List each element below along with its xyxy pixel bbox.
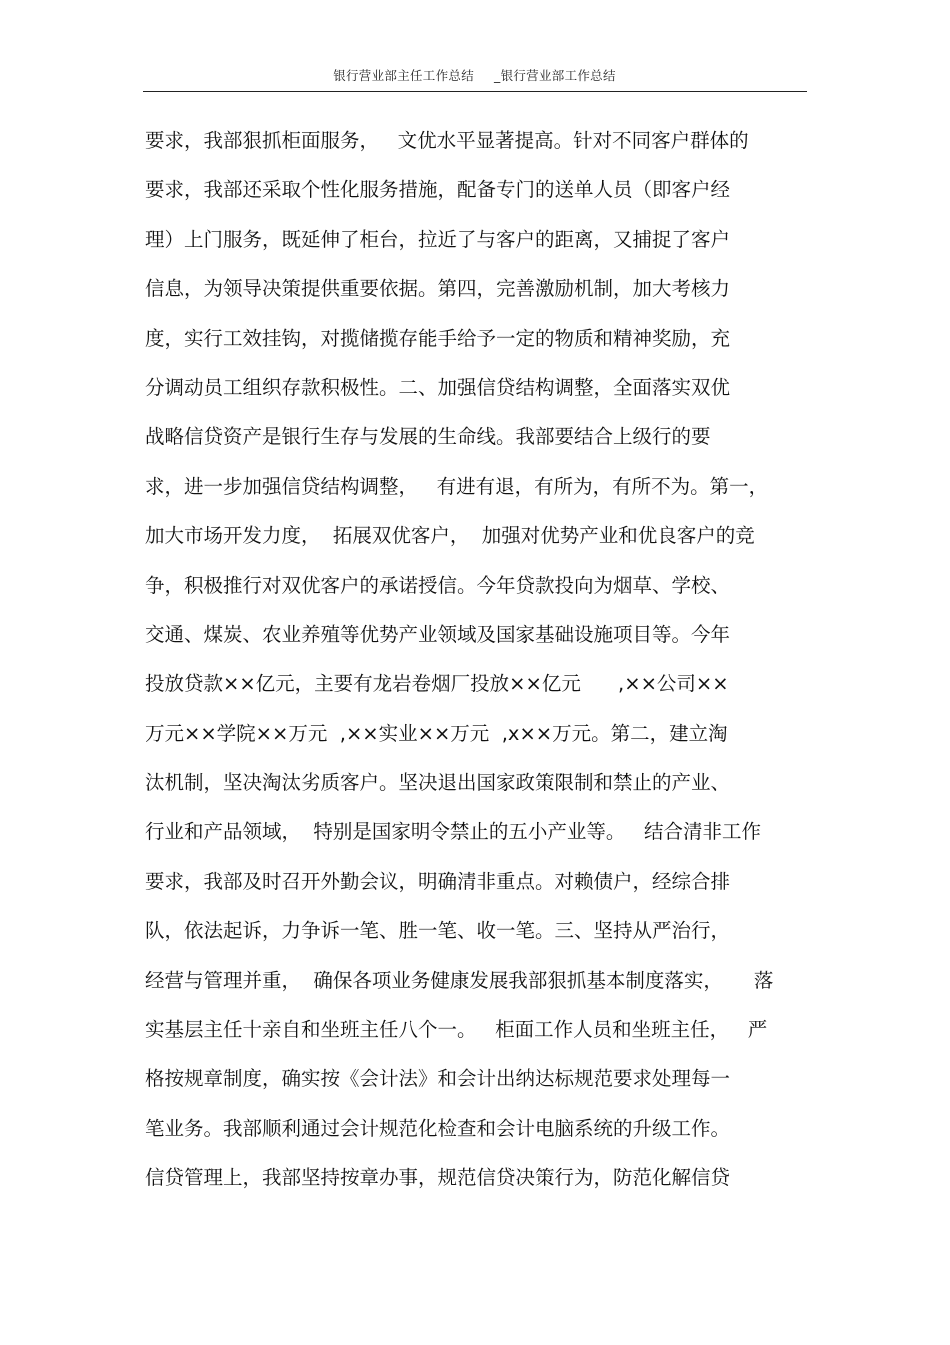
text-line: 分调动员工组织存款积极性。二、加强信贷结构调整，全面落实双优 — [145, 375, 731, 399]
text-line: 信贷管理上，我部坚持按章办事，规范信贷决策行为，防范化解信贷 — [145, 1166, 731, 1190]
text-line: 加大市场开发力度， 拓展双优客户， 加强对优势产业和优良客户的竞 — [145, 524, 755, 548]
text-line: 笔业务。我部顺利通过会计规范化检查和会计电脑系统的升级工作。 — [145, 1116, 731, 1140]
text-line: 理）上门服务，既延伸了柜台，拉近了与客户的距离，又捕捉了客户 — [145, 227, 731, 251]
text-line: 实基层主任十亲自和坐班主任八个一。 柜面工作人员和坐班主任， 严 — [145, 1018, 768, 1042]
page-header — [143, 66, 806, 84]
text-line: 汰机制，坚决淘汰劣质客户。坚决退出国家政策限制和禁止的产业、 — [145, 771, 731, 795]
text-line: 战略信贷资产是银行生存与发展的生命线。我部要结合上级行的要 — [145, 425, 711, 449]
header-divider — [143, 91, 807, 92]
text-line: 求，进一步加强信贷结构调整， 有进有退，有所为，有所不为。第一， — [145, 474, 769, 498]
text-line: 投放贷款××亿元，主要有龙岩卷烟厂投放××亿元 ,××公司×× — [145, 672, 729, 696]
text-line: 度，实行工效挂钩，对揽储揽存能手给予一定的物质和精神奖励，充 — [145, 326, 731, 350]
text-line: 经营与管理并重， 确保各项业务健康发展我部狠抓基本制度落实， 落 — [145, 968, 774, 992]
text-line: 行业和产品领域， 特别是国家明令禁止的五小产业等。 结合清非工作 — [145, 820, 761, 844]
text-line: 要求，我部及时召开外勤会议，明确清非重点。对赖债户，经综合排 — [145, 869, 731, 893]
header-document-title: 银行营业部主任工作总结 — [333, 68, 475, 83]
text-line: 交通、煤炭、农业养殖等优势产业领域及国家基础设施项目等。今年 — [145, 622, 731, 646]
text-line: 队，依法起诉，力争诉一笔、胜一笔、收一笔。三、坚持从严治行， — [145, 919, 731, 943]
text-line: 争，积极推行对双优客户的承诺授信。今年贷款投向为烟草、学校、 — [145, 573, 731, 597]
text-line: 要求，我部还采取个性化服务措施，配备专门的送单人员（即客户经 — [145, 178, 731, 202]
document-body — [145, 123, 825, 1210]
text-line: 万元××学院××万元 ,××实业××万元 ,x××万元。第二，建立淘 — [145, 721, 728, 745]
text-line: 格按规章制度，确实按《会计法》和会计出纳达标规范要求处理每一 — [145, 1067, 731, 1091]
text-line: 信息，为领导决策提供重要依据。第四，完善激励机制，加大考核力 — [145, 277, 731, 301]
header-section-title: _银行营业部工作总结 — [494, 68, 616, 83]
text-line: 要求，我部狠抓柜面服务， 文优水平显著提高。针对不同客户群体的 — [145, 129, 749, 152]
